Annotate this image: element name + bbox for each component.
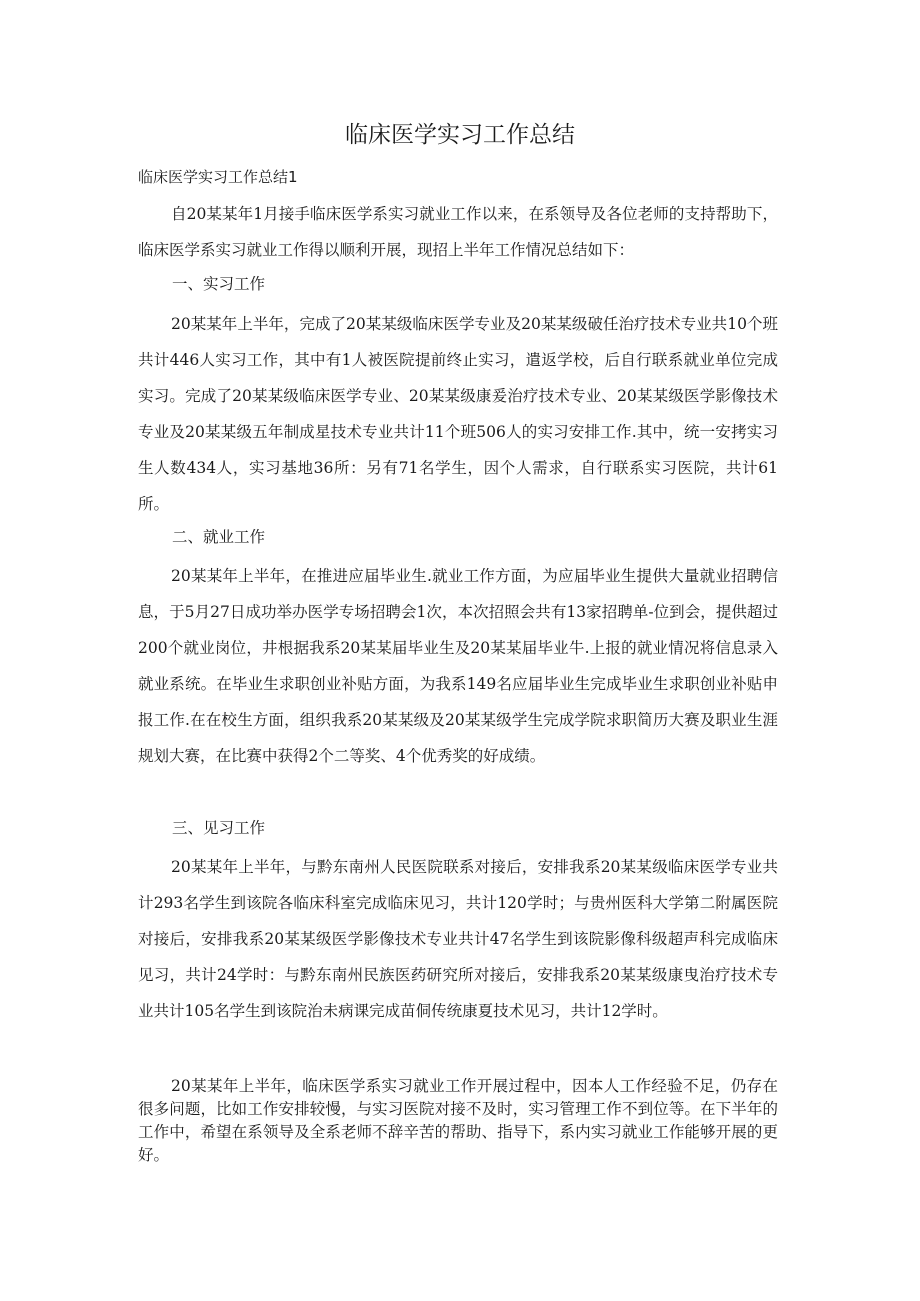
intro-paragraph: 自20某某年1月接手临床医学系实习就业工作以来，在系领导及各位老师的支持帮助下，临床医学系实习就业工作得以顺利开展，现招上半年工作情况总结如下： [138,205,778,259]
document-subtitle: 临床医学实习工作总结1 [138,168,298,186]
section-heading-practicum: 三、见习工作 [172,819,266,837]
conclusion-paragraph: 20某某年上半年，临床医学系实习就业工作开展过程中，因本人工作经验不足，仍存在很多问题，比如工作安排较慢，与实习医院对接不及时，实习管理工作不到位等。在下半年的工作中，希望在系领导及全系老师不辞辛苦的帮助、指导下，系内实习就业工作能够开展的更好。 [138,1077,778,1164]
section-heading-internship: 一、实习工作 [172,275,266,293]
document-title: 临床医学实习工作总结 [345,122,575,148]
section-body-practicum: 20某某年上半年，与黔东南州人民医院联系对接后，安排我系20某某级临床医学专业共计293名学生到该院各临床科室完成临床见习，共计120学时；与贵州医科大学第二附属医院对接后，安排我系20某某级医学影像技术专业共计47名学生到该院影像科级超声科完成临床见习，共计24学时：与黔东南州民族医药研究所对接后，安排我系20某某级康曳治疗技术专业共计105名学生到该院治未病课完成苗侗传统康夏技术见习，共计12学时。 [138,858,778,1020]
section-heading-employment: 二、就业工作 [172,528,266,546]
section-body-employment: 20某某年上半年，在推进应届毕业生.就业工作方面，为应届毕业生提供大量就业招聘信息，于5月27日成功举办医学专场招聘会1次，本次招照会共有13家招聘单-位到会，提供超过200个就业岗位，井根据我系20某某届毕业生及20某某届毕业牛.上报的就业情况将信息录入就业系统。在毕业生求职创业补贴方面，为我系149名应届毕业生完成毕业生求职创业补贴申报工作.在在校生方面，组织我系20某某级及20某某级学生完成学院求职简历大赛及职业生涯规划大赛，在比赛中获得2个二等奖、4个优秀奖的好成绩。 [138,567,778,765]
section-body-internship: 20某某年上半年，完成了20某某级临床医学专业及20某某级破任治疗技术专业共10个班共计446人实习工作，其中有1人被医院提前终止实习，遣返学校，后自行联系就业单位完成实习。完成了20某某级临床医学专业、20某某级康爰治疗技术专业、20某某级医学影像技术专业及20某某级五年制成星技术专业共计11个班506人的实习安排工作.其中，统一安拷实习生人数434人，实习基地36所：另有71名学生，因个人需求，自行联系实习医院，共计61所。 [138,315,778,513]
